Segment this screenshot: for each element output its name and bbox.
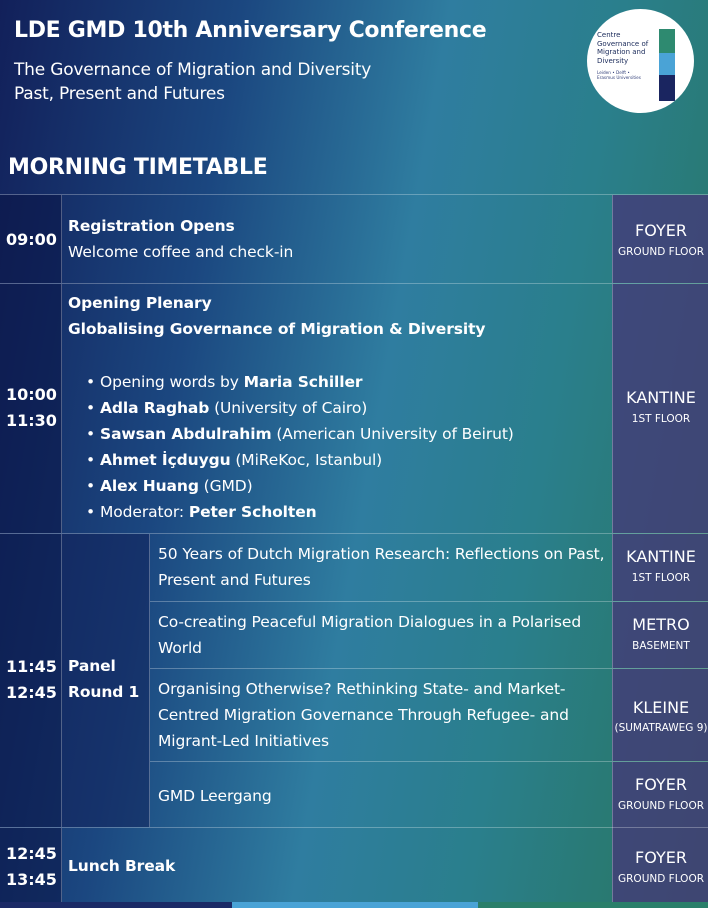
logo-line1: Centre — [597, 31, 621, 39]
timetable — [0, 194, 708, 904]
time-start: 11:45 — [6, 657, 57, 676]
conference-subtitle-line2: Past, Present and Futures — [14, 84, 225, 104]
location-floor: (SUMATRAWEG 9) — [614, 722, 708, 734]
location-floor: BASEMENT — [632, 640, 690, 652]
speaker-prefix: Moderator: — [100, 503, 189, 521]
session-title: Opening Plenary — [68, 294, 212, 312]
panel-label-cell — [62, 534, 150, 827]
time-start: 10:00 — [6, 385, 57, 404]
logo-line3: Migration and — [597, 48, 646, 56]
location-name: FOYER — [635, 775, 687, 794]
time-end: 12:45 — [6, 683, 57, 702]
session-title: Registration Opens — [68, 217, 235, 235]
speaker-name: Alex Huang — [100, 477, 199, 495]
time-end: 11:30 — [6, 411, 57, 430]
location-cell — [612, 195, 708, 283]
header — [0, 0, 708, 150]
location-cell — [612, 828, 708, 902]
panel-title: GMD Leergang — [158, 787, 272, 805]
speaker-prefix: Opening words by — [100, 373, 244, 391]
location-floor: GROUND FLOOR — [618, 800, 704, 812]
time-cell — [0, 828, 62, 902]
panel-session — [150, 761, 708, 828]
location-floor: GROUND FLOOR — [618, 246, 704, 258]
panel-title: Organising Otherwise? Rethinking State- and Market-Centred Migration Governance Through Refugee- and Migrant-Led Initiatives — [158, 680, 569, 750]
logo-bar-blue — [659, 53, 675, 75]
session-row-registration — [0, 194, 708, 283]
location-name: FOYER — [635, 848, 687, 867]
time-cell — [0, 284, 62, 533]
logo-text — [597, 31, 659, 65]
conference-title: LDE GMD 10th Anniversary Conference — [14, 18, 487, 43]
speaker-affiliation: (MiReKoc, Istanbul) — [230, 451, 383, 469]
panel-session — [150, 534, 708, 601]
location-cell — [612, 762, 708, 828]
section-title: MORNING TIMETABLE — [8, 155, 268, 180]
logo-line2: Governance of — [597, 39, 649, 48]
footer-bar-blue — [232, 902, 478, 908]
speaker-name: Adla Raghab — [100, 399, 210, 417]
location-floor: 1ST FLOOR — [631, 572, 691, 584]
logo-bar-green — [659, 29, 675, 53]
session-row-lunch — [0, 827, 708, 902]
speaker-name: Maria Schiller — [243, 373, 363, 391]
location-name: METRO — [632, 615, 690, 634]
speaker-affiliation: (University of Cairo) — [209, 399, 368, 417]
session-row-opening-plenary — [0, 283, 708, 533]
footer-bar-navy — [0, 902, 232, 908]
speaker-name: Peter Scholten — [188, 503, 317, 521]
logo-universities: Leiden • Delft • Erasmus Universities — [597, 70, 641, 80]
location-cell — [612, 669, 708, 761]
panel-session — [150, 668, 708, 761]
gmd-logo — [587, 9, 694, 113]
session-description: Welcome coffee and check-in — [68, 243, 294, 261]
panel-title: Co-creating Peaceful Migration Dialogues in a Polarised World — [158, 613, 582, 657]
location-floor: 1ST FLOOR — [631, 413, 691, 425]
speaker-name: Sawsan Abdulrahim — [100, 425, 272, 443]
location-name: KANTINE — [626, 547, 696, 566]
time-cell — [0, 534, 62, 827]
session-subtitle: Globalising Governance of Migration & Diversity — [68, 320, 486, 338]
speaker-affiliation: (GMD) — [198, 477, 253, 495]
session-row-panel-round-1 — [0, 533, 708, 827]
conference-subtitle-line1: The Governance of Migration and Diversity — [14, 60, 372, 80]
speaker-name: Ahmet İçduygu — [100, 451, 231, 469]
panel-title: 50 Years of Dutch Migration Research: Reflections on Past, Present and Futures — [158, 545, 605, 589]
logo-line4: Diversity — [597, 56, 629, 65]
time-end: 13:45 — [6, 870, 57, 889]
session-title: Lunch Break — [68, 857, 176, 875]
footer-color-bar — [0, 902, 708, 908]
panel-session — [150, 601, 708, 668]
location-floor: GROUND FLOOR — [618, 873, 704, 885]
panel-label-line2: Round 1 — [68, 683, 140, 701]
speaker-affiliation: (American University of Beirut) — [271, 425, 514, 443]
location-cell — [612, 602, 708, 668]
time-start: 09:00 — [6, 230, 57, 249]
panel-label-line1: Panel — [68, 657, 116, 675]
location-name: KANTINE — [626, 388, 696, 407]
logo-bar-navy — [659, 75, 675, 101]
time-cell — [0, 195, 62, 283]
location-cell — [612, 534, 708, 601]
location-cell — [612, 284, 708, 533]
footer-bar-green — [478, 902, 708, 908]
location-name: FOYER — [635, 221, 687, 240]
time-start: 12:45 — [6, 844, 57, 863]
location-name: KLEINE — [632, 698, 690, 717]
